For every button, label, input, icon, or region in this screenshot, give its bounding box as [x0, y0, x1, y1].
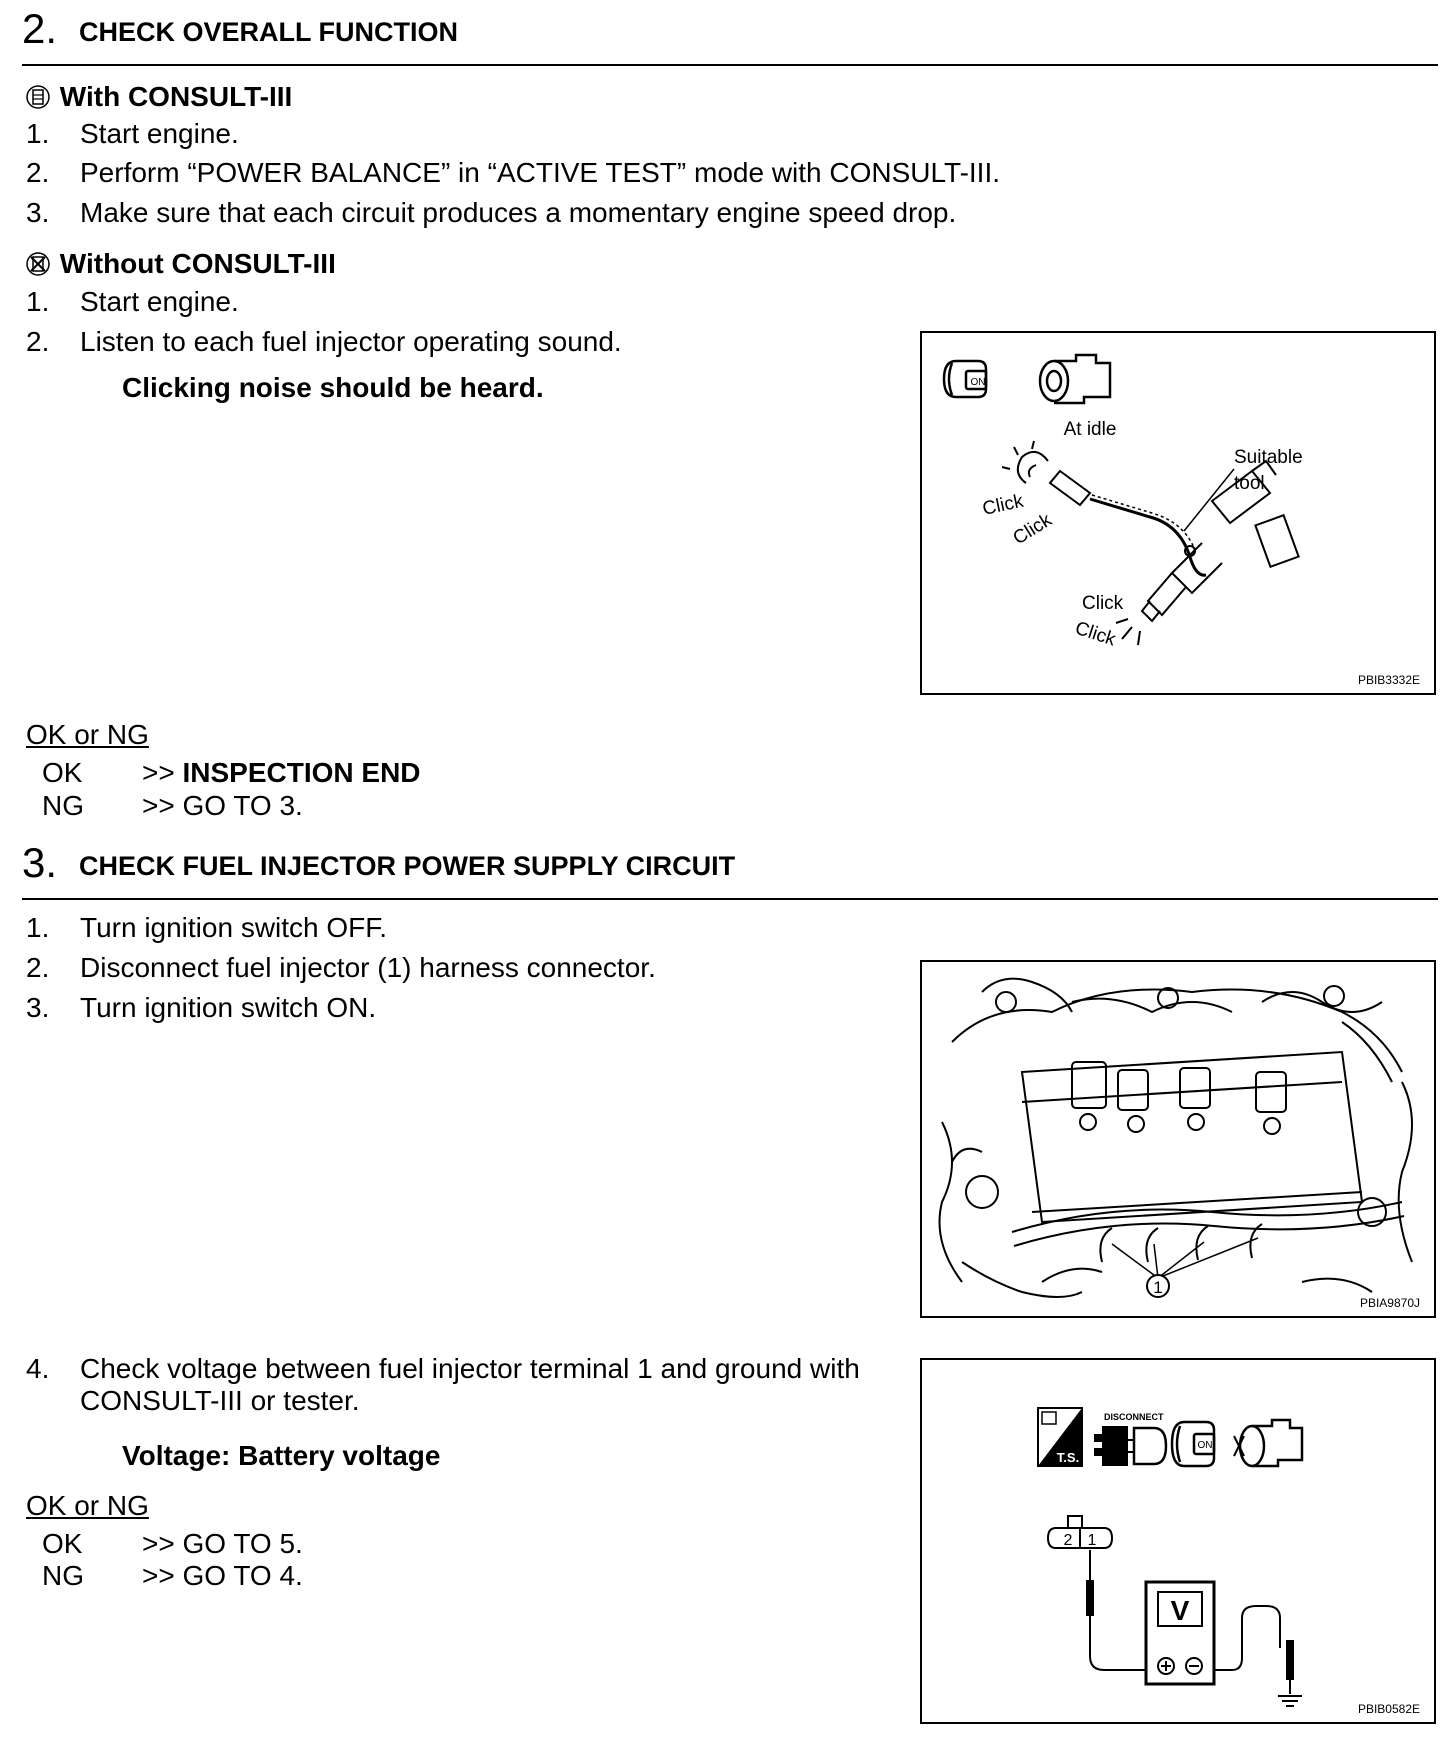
terminal-2-label: 2	[1063, 1532, 1073, 1549]
section-2-header	[22, 4, 1438, 66]
click-text-3: Click	[1082, 593, 1124, 614]
stethoscope-tool	[1050, 471, 1206, 575]
voltmeter-v-label: V	[1170, 1595, 1190, 1626]
svg-text:T.S.: T.S.	[1056, 1450, 1080, 1465]
disconnect-icon	[1094, 1426, 1166, 1466]
with-consult-steps: 1. Start engine. 2. Perform “POWER BALANCE” in “ACTIVE TEST” mode with CONSULT-III. 3. Make sure that each circuit produces a momentary engine speed drop.	[26, 118, 1001, 228]
fuel-injector-drawing	[1116, 461, 1299, 645]
click-text-4: Click	[1072, 617, 1119, 651]
disconnect-label: DISCONNECT	[1104, 1412, 1164, 1422]
click-text-1: Click	[980, 490, 1026, 520]
list-item: 1. Start engine.	[26, 286, 239, 317]
injector-connector	[1048, 1516, 1112, 1548]
ok-or-ng-label: OK or NG	[26, 1490, 149, 1521]
ok-action: >> INSPECTION END	[142, 757, 421, 788]
spec-voltage: Voltage: Battery voltage	[122, 1440, 441, 1471]
section-title: CHECK OVERALL FUNCTION	[79, 17, 459, 47]
section-3-header	[22, 838, 1438, 900]
ok-or-ng-label: OK or NG	[26, 719, 149, 750]
ng-label: NG	[42, 1560, 84, 1591]
ground-icon	[1278, 1696, 1302, 1706]
at-idle-label: At idle	[1063, 419, 1117, 440]
spec-clicking-noise: Clicking noise should be heard.	[122, 372, 544, 403]
list-item: 4. Check voltage between fuel injector terminal 1 and ground with	[26, 1353, 860, 1384]
ok-label: OK	[42, 757, 83, 788]
section-number: 2.	[22, 5, 58, 52]
injector-sound-illustration	[922, 333, 1434, 693]
step-4-continuation: CONSULT-III or tester.	[80, 1385, 360, 1416]
list-item: 2. Listen to each fuel injector operating sound.	[26, 326, 622, 357]
figure-code: PBIB3332E	[1357, 673, 1420, 687]
list-item: 2. Disconnect fuel injector (1) harness connector.	[26, 952, 656, 983]
suitable-label: Suitable	[1234, 447, 1303, 468]
click-text-2: Click	[1009, 509, 1056, 550]
ignition-on-text: ON	[970, 377, 986, 388]
ok-action: >> GO TO 5.	[142, 1528, 303, 1559]
engine-icon	[1040, 355, 1110, 403]
injector-sound-figure	[920, 331, 1436, 695]
without-consult-label: Without CONSULT-III	[59, 248, 336, 279]
engine-off-icon	[1234, 1420, 1302, 1466]
list-item: 1. Turn ignition switch OFF.	[26, 912, 388, 943]
figure-code: PBIA9870J	[1359, 1296, 1420, 1310]
list-item: 3. Turn ignition switch ON.	[26, 992, 377, 1023]
consult-icon	[24, 83, 52, 111]
section-title: CHECK FUEL INJECTOR POWER SUPPLY CIRCUIT	[79, 851, 736, 881]
callout-number: 1	[1153, 1278, 1163, 1297]
ng-action: >> GO TO 4.	[142, 1560, 303, 1591]
ear-icon	[1002, 441, 1048, 483]
with-consult-heading	[24, 80, 292, 114]
voltage-check-illustration	[922, 1360, 1434, 1722]
voltage-check-figure	[920, 1358, 1436, 1724]
figure-code: PBIB0582E	[1357, 1702, 1420, 1716]
section-number: 3.	[22, 839, 58, 886]
tool-label: tool	[1234, 473, 1265, 494]
ng-label: NG	[42, 790, 84, 821]
ts-icon	[1038, 1408, 1082, 1466]
with-consult-label: With CONSULT-III	[59, 81, 293, 112]
ng-action: >> GO TO 3.	[142, 790, 303, 821]
engine-bay-illustration	[922, 962, 1434, 1316]
ignition-on-text: ON	[1197, 1440, 1213, 1451]
terminal-1-label: 1	[1087, 1532, 1097, 1549]
engine-bay-figure	[920, 960, 1436, 1318]
without-consult-heading	[24, 247, 336, 281]
no-consult-icon	[24, 250, 52, 278]
ok-label: OK	[42, 1528, 83, 1559]
